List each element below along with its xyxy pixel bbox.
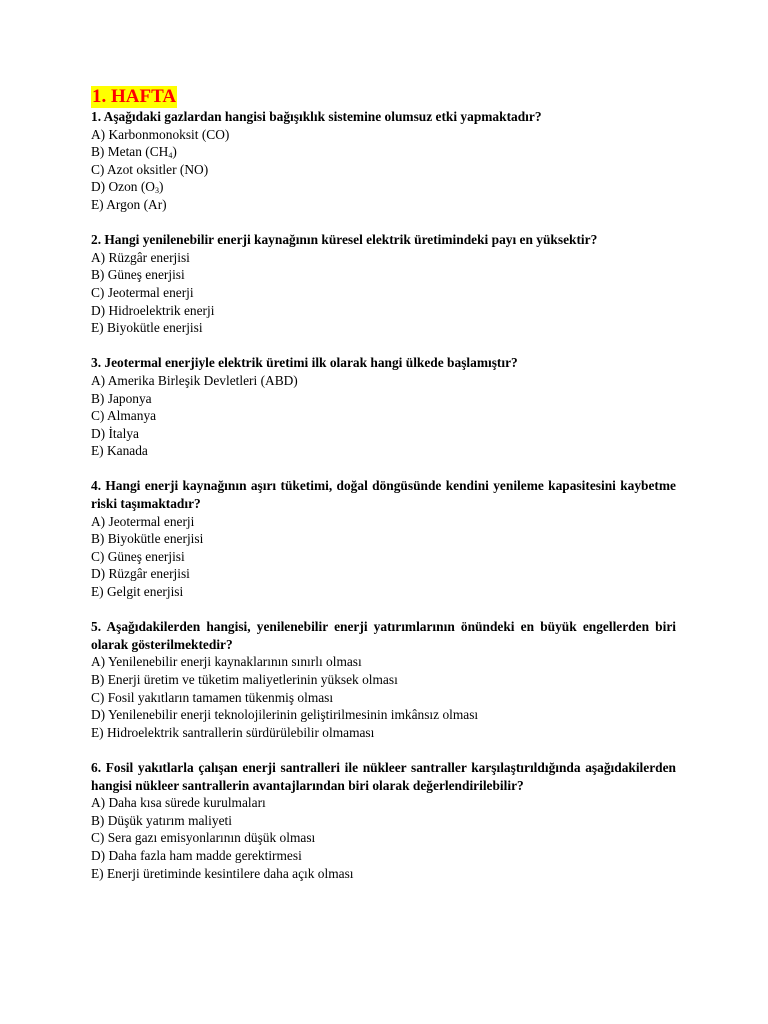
option-text: B) Metan (CH xyxy=(91,144,169,160)
question-text: 1. Aşağıdaki gazlardan hangisi bağışıklık sistemine olumsuz etki yapmaktadır? xyxy=(91,109,542,124)
option-b xyxy=(91,143,676,161)
subscript: 4 xyxy=(168,151,173,161)
option-d: D) Rüzgâr enerjisi xyxy=(91,566,190,582)
option-d: D) Yenilenebilir enerji teknolojilerinin geliştirilmesinin imkânsız olması xyxy=(91,707,479,723)
option-e: E) Biyokütle enerjisi xyxy=(91,320,203,336)
option-c: C) Fosil yakıtların tamamen tükenmiş olması xyxy=(91,689,334,705)
option-a: A) Karbonmonoksit (CO) xyxy=(91,126,230,142)
question-text: 5. Aşağıdakilerden hangisi, yenilenebilir enerji yatırımlarının önündeki en büyük engellerden biri olarak gösterilmektedir? xyxy=(91,619,676,652)
option-b: B) Enerji üretim ve tüketim maliyetlerinin yüksek olması xyxy=(91,672,398,687)
question-text: 6. Fosil yakıtlarla çalışan enerji santralleri ile nükleer santraller karşılaştırıldığında aşağıdakilerden hangisi nükleer santrallerin avantajlarından biri olarak değerlendirilebilir? xyxy=(91,759,676,793)
option-e: E) Gelgit enerjisi xyxy=(91,584,184,600)
option-e: E) Argon (Ar) xyxy=(91,196,167,212)
option-e: E) Hidroelektrik santrallerin sürdürülebilir olmaması xyxy=(91,724,375,740)
option-c: C) Azot oksitler (NO) xyxy=(91,161,209,177)
option-c: C) Sera gazı emisyonlarının düşük olması xyxy=(91,830,316,846)
option-d: D) Hidroelektrik enerji xyxy=(91,302,215,318)
option-a: A) Jeotermal enerji xyxy=(91,513,195,529)
subscript: 3 xyxy=(154,186,159,196)
option-a: A) Rüzgâr enerjisi xyxy=(91,249,190,265)
option-b: B) Japonya xyxy=(91,390,152,406)
question-2 xyxy=(91,231,676,337)
question-6 xyxy=(91,759,676,882)
option-b: B) Düşük yatırım maliyeti xyxy=(91,812,232,828)
question-3 xyxy=(91,354,676,460)
option-a: A) Daha kısa sürede kurulmaları xyxy=(91,795,266,811)
question-text: 3. Jeotermal enerjiyle elektrik üretimi ilk olarak hangi ülkede başlamıştır? xyxy=(91,355,518,371)
question-4 xyxy=(91,477,676,600)
question-text: 4. Hangi enerji kaynağının aşırı tüketimi, doğal döngüsünde kendini yenileme kapasitesini kaybetme riski taşımaktadır? xyxy=(91,478,676,512)
option-b: B) Biyokütle enerjisi xyxy=(91,531,204,547)
option-c: C) Jeotermal enerji xyxy=(91,284,194,300)
option-d: D) İtalya xyxy=(91,425,139,441)
option-e: E) Enerji üretiminde kesintilere daha açık olması xyxy=(91,865,354,881)
question-5 xyxy=(91,618,676,741)
question-text: 2. Hangi yenilenebilir enerji kaynağının küresel elektrik üretimindeki payı en yüksektir? xyxy=(91,232,598,248)
option-b: B) Güneş enerjisi xyxy=(91,267,185,283)
option-text-end: ) xyxy=(158,179,164,195)
option-text: D) Ozon (O xyxy=(91,179,155,195)
option-a: A) Amerika Birleşik Devletleri (ABD) xyxy=(91,372,298,388)
week-title: 1. HAFTA xyxy=(92,86,177,107)
option-c: C) Güneş enerjisi xyxy=(91,548,185,564)
option-e: E) Kanada xyxy=(91,443,148,459)
option-c: C) Almanya xyxy=(91,408,157,424)
option-d xyxy=(91,178,676,196)
page-title xyxy=(91,86,676,108)
document-page xyxy=(91,86,676,900)
question-1 xyxy=(91,108,676,214)
option-a: A) Yenilenebilir enerji kaynaklarının sınırlı olması xyxy=(91,654,362,670)
option-d: D) Daha fazla ham madde gerektirmesi xyxy=(91,847,302,863)
option-text-end: ) xyxy=(172,144,177,160)
